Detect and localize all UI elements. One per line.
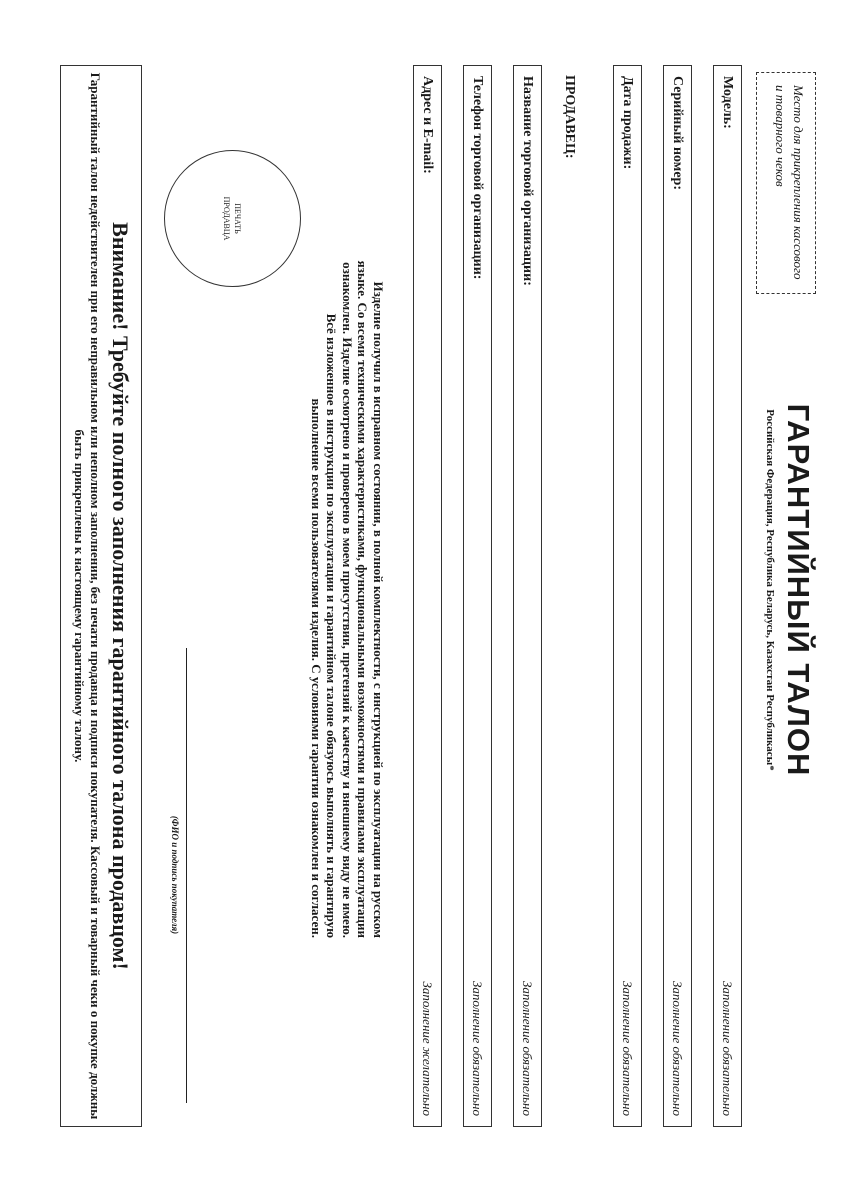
organization-phone-note: Заполнение обязательно <box>470 981 486 1116</box>
warning-text: Гарантийный талон недействителен при его неправильном или неполном заполнении, без печати продавца и подписи покупателя. Кассовый и товарный чеки о покупке должны быть прикреплены к настоящему гарантийному талону. <box>72 72 103 1120</box>
receipt-attachment-text: Место для прикрепления кассового и товарного чеков <box>773 85 806 280</box>
signature-line[interactable] <box>186 648 187 1103</box>
sale-date-label: Дата продажи: <box>620 76 636 170</box>
model-label: Модель: <box>720 76 736 129</box>
warning-box <box>60 65 142 1127</box>
address-email-note: Заполнение желательно <box>420 981 436 1116</box>
signature-caption: (ФИО и подпись покупателя) <box>170 815 180 935</box>
organization-phone-field[interactable] <box>463 65 492 1127</box>
organization-name-note: Заполнение обязательно <box>520 981 536 1116</box>
model-note: Заполнение обязательно <box>720 981 736 1116</box>
serial-number-label: Серийный номер: <box>670 76 686 190</box>
seller-heading: ПРОДАВЕЦ: <box>562 75 577 159</box>
seller-stamp-area <box>164 150 301 287</box>
page-subtitle: Российская Федерация, Республика Беларусь, Казахстан Республикасы* <box>764 409 776 771</box>
address-email-label: Адрес и E-mail: <box>420 76 436 174</box>
organization-phone-label: Телефон торговой организации: <box>470 76 486 280</box>
receipt-attachment-area <box>756 72 816 294</box>
serial-number-note: Заполнение обязательно <box>670 981 686 1116</box>
seller-stamp-label: ПЕЧАТЬ ПРОДАВЦА <box>222 196 243 241</box>
model-field[interactable] <box>713 65 742 1127</box>
sale-date-note: Заполнение обязательно <box>620 981 636 1116</box>
organization-name-field[interactable] <box>513 65 542 1127</box>
buyer-statement: Изделие получил в исправном состоянии, в полной комплектности, с инструкцией по эксплуатации на русском языке. Со всеми техническими характеристиками, функциональными возможностями и правилами эксплуатации ознакомлен. Изделие осмотрено и проверено в моем присутствии, претензий к качеству и внешнему виду не имею. Всё изложенное в инструкции по эксплуатации и гарантийном талоне обязуюсь выполнять и гарантирую выполнение всеми пользователями изделия. С условиями гарантии ознакомлен и согласен. <box>308 260 386 938</box>
serial-number-field[interactable] <box>663 65 692 1127</box>
organization-name-label: Название торговой организации: <box>520 76 536 286</box>
warning-title: Внимание! Требуйте полного заполнения гарантийного талона продавцом! <box>108 222 133 970</box>
sale-date-field[interactable] <box>613 65 642 1127</box>
page-title: ГАРАНТИЙНЫЙ ТАЛОН <box>781 403 816 777</box>
address-email-field[interactable] <box>413 65 442 1127</box>
